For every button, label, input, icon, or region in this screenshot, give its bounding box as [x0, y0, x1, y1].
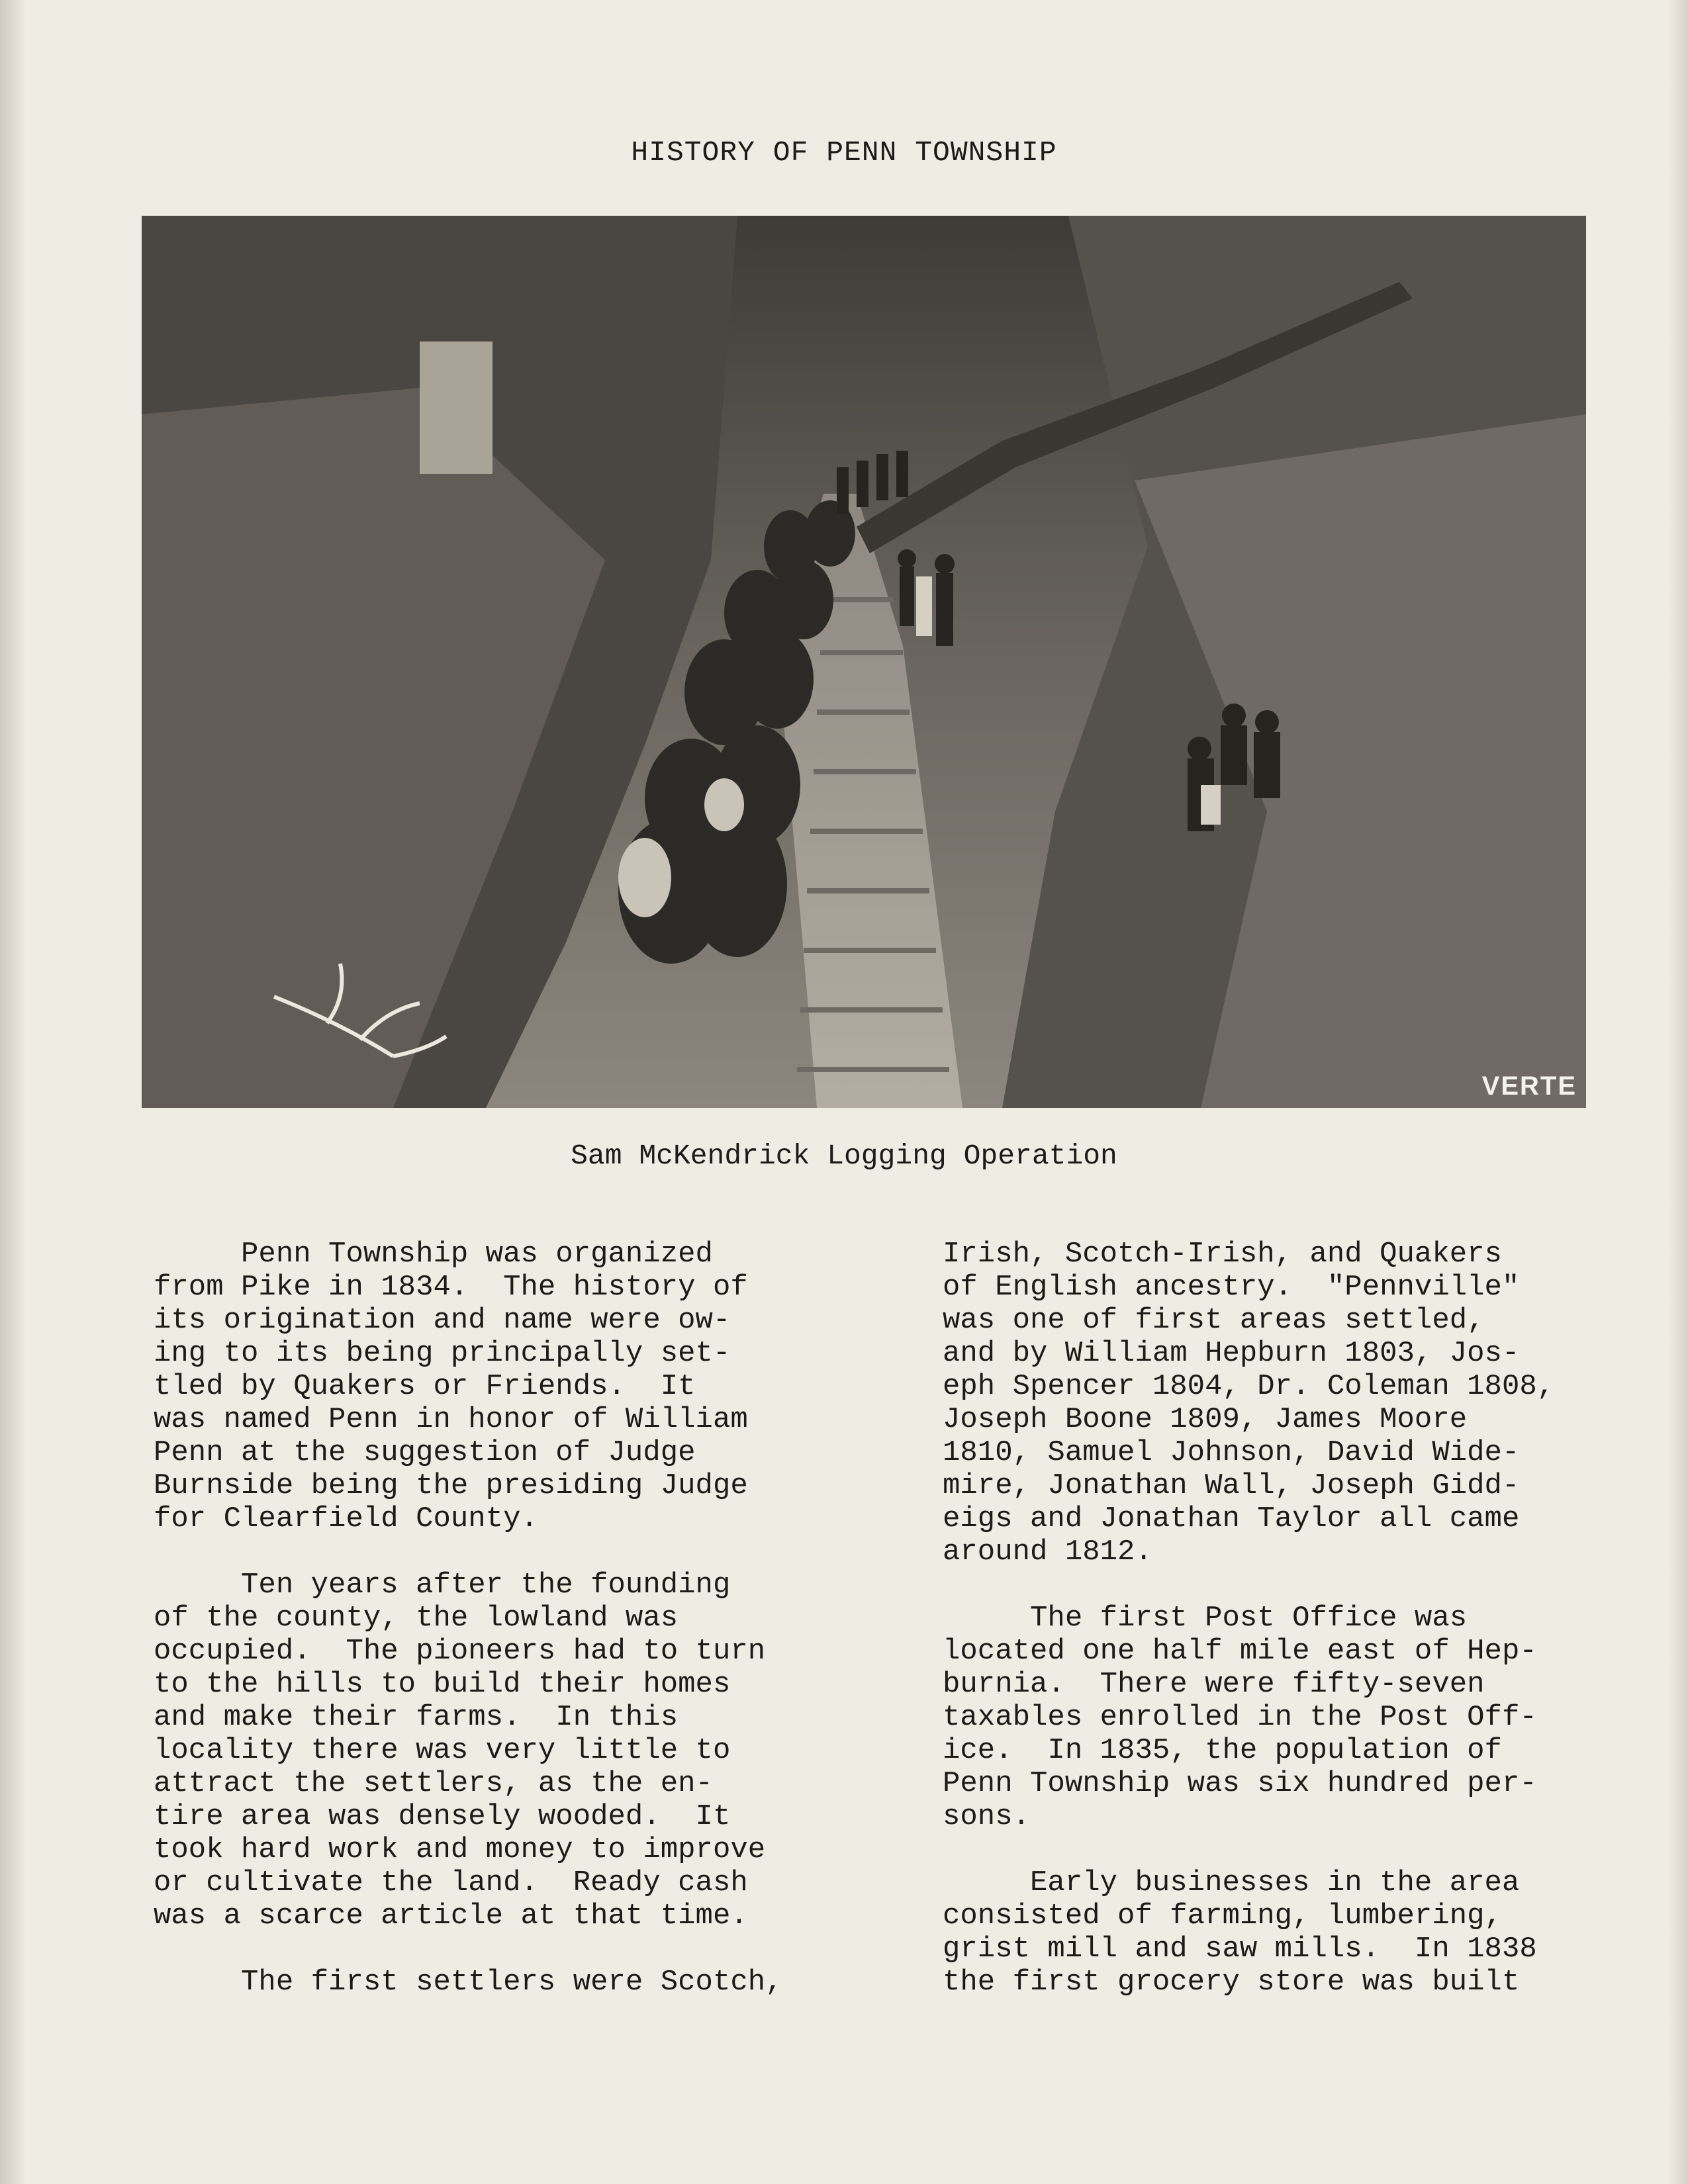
text-line: was named Penn in honor of William: [154, 1403, 748, 1436]
paragraph: [943, 1866, 1671, 1999]
text-line: of the county, the lowland was: [154, 1602, 679, 1635]
text-line: tire area was densely wooded. It: [154, 1800, 731, 1833]
text-line: burnia. There were fifty-seven: [943, 1668, 1485, 1701]
text-line: Penn Township was six hundred per-: [943, 1767, 1537, 1800]
text-line: The first Post Office was: [943, 1602, 1468, 1635]
text-line: Irish, Scotch-Irish, and Quakers: [943, 1238, 1502, 1271]
text-line: consisted of farming, lumbering,: [943, 1899, 1502, 1933]
text-line: took hard work and money to improve: [154, 1833, 766, 1866]
page-title: HISTORY OF PENN TOWNSHIP: [631, 136, 1057, 169]
page-binding-shadow: [0, 0, 26, 2184]
paragraph: [154, 1238, 868, 1535]
page-edge: [1668, 0, 1688, 2184]
photo-caption: Sam McKendrick Logging Operation: [571, 1140, 1117, 1172]
text-line: and by William Hepburn 1803, Jos-: [943, 1337, 1520, 1370]
text-line: Ten years after the founding: [154, 1569, 731, 1602]
text-line: 1810, Samuel Johnson, David Wide-: [943, 1436, 1520, 1469]
text-line: sons.: [943, 1800, 1031, 1833]
text-line: Penn at the suggestion of Judge: [154, 1436, 696, 1469]
text-line: taxables enrolled in the Post Off-: [943, 1701, 1537, 1734]
text-line: occupied. The pioneers had to turn: [154, 1635, 766, 1668]
photo-illustration: [142, 216, 1586, 1108]
text-line: ice. In 1835, the population of: [943, 1734, 1502, 1767]
text-line: located one half mile east of Hep-: [943, 1635, 1537, 1668]
text-line: attract the settlers, as the en-: [154, 1767, 713, 1800]
text-line: to the hills to build their homes: [154, 1668, 731, 1701]
text-line: the first grocery store was built: [943, 1966, 1520, 1999]
left-text-column: [154, 1238, 868, 1999]
text-line: locality there was very little to: [154, 1734, 731, 1767]
text-line: and make their farms. In this: [154, 1701, 679, 1734]
text-line: from Pike in 1834. The history of: [154, 1271, 748, 1304]
paragraph: [943, 1602, 1671, 1833]
text-line: Penn Township was organized: [154, 1238, 713, 1271]
text-line: was a scarce article at that time.: [154, 1899, 748, 1933]
text-line: The first settlers were Scotch,: [154, 1966, 783, 1999]
text-line: for Clearfield County.: [154, 1502, 538, 1535]
text-line: mire, Jonathan Wall, Joseph Gidd-: [943, 1469, 1520, 1502]
photographer-signature: VERTE: [1481, 1071, 1577, 1101]
text-line: grist mill and saw mills. In 1838: [943, 1933, 1537, 1966]
paragraph: [154, 1966, 868, 1999]
text-line: eigs and Jonathan Taylor all came: [943, 1502, 1520, 1535]
text-line: Joseph Boone 1809, James Moore: [943, 1403, 1468, 1436]
logging-photograph: [142, 216, 1586, 1108]
text-line: or cultivate the land. Ready cash: [154, 1866, 748, 1899]
text-line: eph Spencer 1804, Dr. Coleman 1808,: [943, 1370, 1555, 1403]
paragraph: [943, 1238, 1671, 1569]
text-line: Early businesses in the area: [943, 1866, 1520, 1899]
text-line: Burnside being the presiding Judge: [154, 1469, 748, 1502]
text-line: of English ancestry. "Pennville": [943, 1271, 1520, 1304]
paragraph: [154, 1569, 868, 1933]
text-line: around 1812.: [943, 1535, 1152, 1569]
text-line: was one of first areas settled,: [943, 1304, 1485, 1337]
text-line: tled by Quakers or Friends. It: [154, 1370, 696, 1403]
text-line: its origination and name were ow-: [154, 1304, 731, 1337]
text-line: ing to its being principally set-: [154, 1337, 731, 1370]
right-text-column: [943, 1238, 1671, 1999]
